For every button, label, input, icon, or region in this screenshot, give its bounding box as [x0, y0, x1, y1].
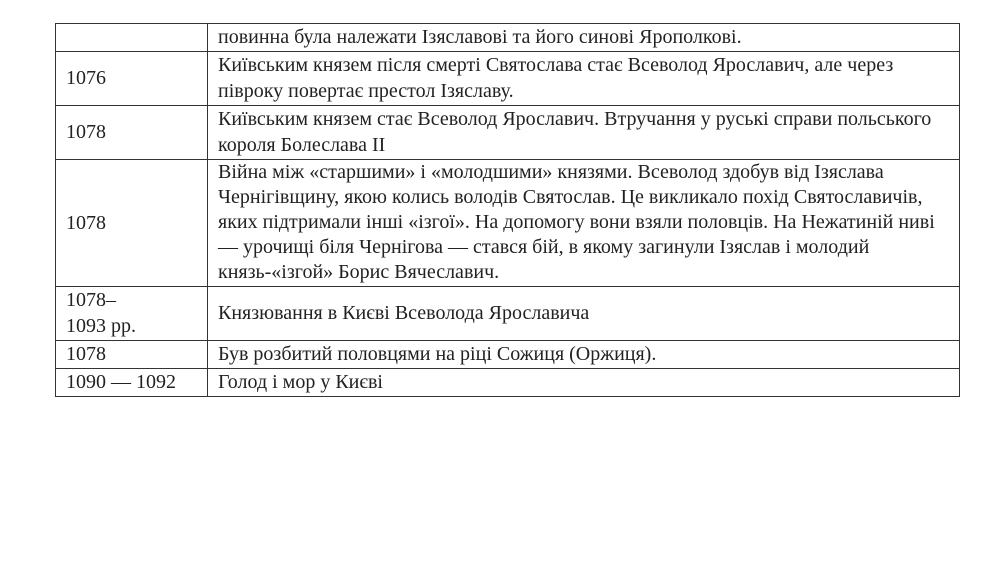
table-row: [56, 24, 960, 52]
date-text: 1093 рр.: [66, 315, 136, 337]
date-text: 1078–: [66, 289, 116, 311]
table-row: [56, 52, 960, 106]
date-text: 1090 — 1092: [66, 371, 176, 393]
event-cell: Був розбитий половцями на ріці Сожиця (Оржиця).: [208, 341, 960, 369]
table-row: [56, 287, 960, 341]
table-row: [56, 369, 960, 397]
table-row: [56, 341, 960, 369]
date-text: 1078: [66, 211, 106, 234]
event-cell: Київським князем стає Всеволод Ярославич. Втручання у руські справи польського короля Болеслава II: [208, 106, 960, 160]
chronology-table: [55, 23, 960, 397]
event-cell: Війна між «старшими» і «молодшими» князями. Всеволод здобув від Ізяслава Чернігівщину, якою колись володів Святослав. Це викликало похід Святославичів, яких підтримали інші «ізгої». На допомогу вони взяли половців. На Нежатиній ниві — урочищі біля Чернігова — стався бій, в якому загинули Ізяслав і молодий князь-«ізгой» Борис Вячеславич.: [208, 160, 960, 287]
date-cell: [56, 106, 208, 160]
date-text: 1078: [66, 343, 106, 365]
date-cell: [56, 341, 208, 369]
event-cell: Київським князем після смерті Святослава стає Всеволод Ярославич, але через півроку повертає престол Ізяславу.: [208, 52, 960, 106]
table-body: [56, 24, 960, 397]
table-row: [56, 106, 960, 160]
table-row: [56, 160, 960, 287]
date-cell: [56, 160, 208, 287]
date-cell: [56, 369, 208, 397]
event-cell: Голод і мор у Києві: [208, 369, 960, 397]
event-cell: повинна була належати Ізяславові та його синові Ярополкові.: [208, 24, 960, 52]
date-text: 1078: [66, 121, 106, 143]
date-cell: [56, 52, 208, 106]
date-text: 1076: [66, 67, 106, 89]
date-cell: [56, 287, 208, 341]
event-cell: Князювання в Києві Всеволода Ярославича: [208, 287, 960, 341]
date-cell: [56, 24, 208, 52]
